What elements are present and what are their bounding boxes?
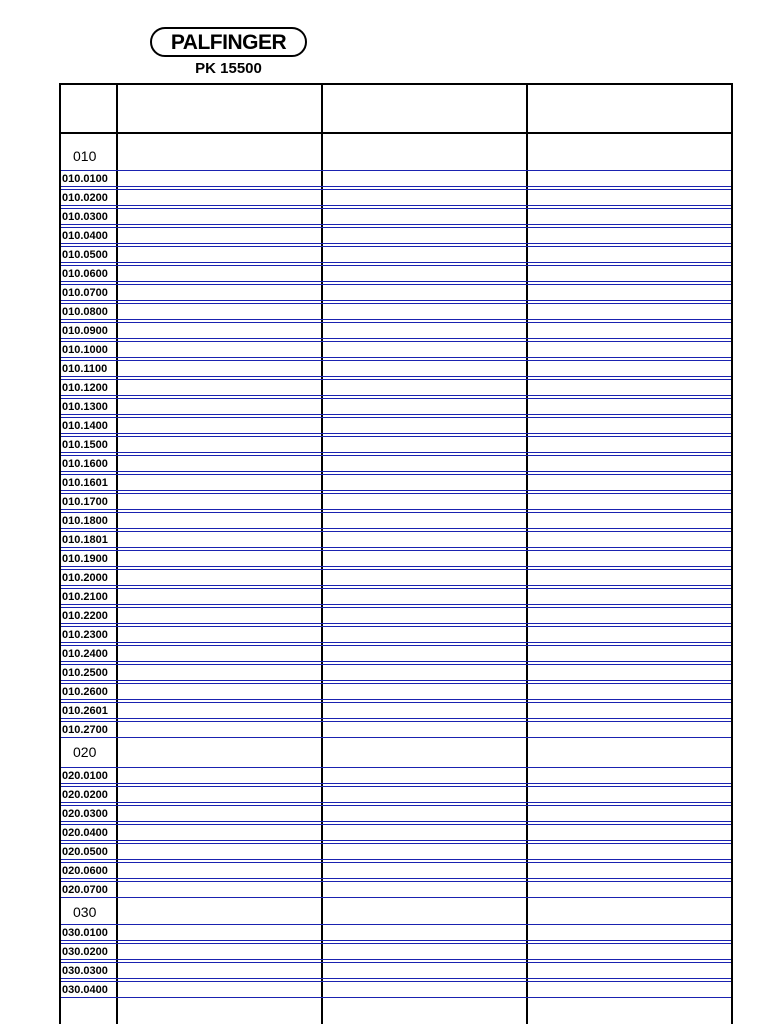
table-row bbox=[61, 360, 731, 377]
parts-table bbox=[59, 83, 733, 1024]
table-row bbox=[61, 664, 731, 681]
table-row bbox=[61, 683, 731, 700]
table-row bbox=[61, 474, 731, 491]
table-row bbox=[61, 645, 731, 662]
item-number: 010.2100 bbox=[62, 591, 108, 603]
item-number: 020.0500 bbox=[62, 846, 108, 858]
table-row bbox=[61, 455, 731, 472]
item-number: 030.0200 bbox=[62, 946, 108, 958]
table-row bbox=[61, 962, 731, 979]
table-row bbox=[61, 208, 731, 225]
section-code: 020 bbox=[73, 744, 97, 760]
table-row bbox=[61, 786, 731, 803]
table-row bbox=[61, 943, 731, 960]
table-row bbox=[61, 246, 731, 263]
table-row bbox=[61, 512, 731, 529]
table-row bbox=[61, 824, 731, 841]
section-code: 010 bbox=[73, 148, 97, 164]
table-row bbox=[61, 588, 731, 605]
item-number: 010.2200 bbox=[62, 610, 108, 622]
table-row bbox=[61, 436, 731, 453]
table-row bbox=[61, 862, 731, 879]
item-number: 010.1300 bbox=[62, 401, 108, 413]
item-number: 020.0600 bbox=[62, 865, 108, 877]
row-gap bbox=[61, 998, 731, 1000]
item-number: 010.1900 bbox=[62, 553, 108, 565]
item-number: 010.1801 bbox=[62, 534, 108, 546]
item-number: 010.0700 bbox=[62, 287, 108, 299]
item-number: 010.1800 bbox=[62, 515, 108, 527]
table-row bbox=[61, 569, 731, 586]
table-row bbox=[61, 417, 731, 434]
table-row bbox=[61, 379, 731, 396]
item-number: 010.0500 bbox=[62, 249, 108, 261]
item-number: 010.1100 bbox=[62, 363, 108, 375]
section-code: 030 bbox=[73, 904, 97, 920]
model-title: PK 15500 bbox=[195, 60, 262, 77]
table-row bbox=[61, 284, 731, 301]
table-row bbox=[61, 398, 731, 415]
item-number: 010.0300 bbox=[62, 211, 108, 223]
table-row bbox=[61, 322, 731, 339]
table-body bbox=[61, 134, 731, 1000]
item-number: 010.1700 bbox=[62, 496, 108, 508]
item-number: 020.0400 bbox=[62, 827, 108, 839]
item-number: 010.0600 bbox=[62, 268, 108, 280]
table-row bbox=[61, 767, 731, 784]
item-number: 010.2300 bbox=[62, 629, 108, 641]
item-number: 010.1000 bbox=[62, 344, 108, 356]
table-row bbox=[61, 626, 731, 643]
item-number: 010.0200 bbox=[62, 192, 108, 204]
table-row bbox=[61, 881, 731, 898]
table-row bbox=[61, 170, 731, 187]
table-row bbox=[61, 265, 731, 282]
item-number: 030.0300 bbox=[62, 965, 108, 977]
item-number: 010.2601 bbox=[62, 705, 108, 717]
item-number: 020.0100 bbox=[62, 770, 108, 782]
item-number: 010.2000 bbox=[62, 572, 108, 584]
table-row bbox=[61, 493, 731, 510]
table-row bbox=[61, 227, 731, 244]
section-header-row bbox=[61, 134, 731, 170]
item-number: 030.0100 bbox=[62, 927, 108, 939]
item-number: 010.0900 bbox=[62, 325, 108, 337]
item-number: 010.2400 bbox=[62, 648, 108, 660]
brand-name: PALFINGER bbox=[170, 30, 287, 54]
item-number: 030.0400 bbox=[62, 984, 108, 996]
item-number: 010.0100 bbox=[62, 173, 108, 185]
item-number: 010.2600 bbox=[62, 686, 108, 698]
item-number: 020.0200 bbox=[62, 789, 108, 801]
table-row bbox=[61, 607, 731, 624]
table-row bbox=[61, 843, 731, 860]
table-row bbox=[61, 981, 731, 998]
palfinger-logo bbox=[150, 27, 307, 57]
table-row bbox=[61, 550, 731, 567]
table-row bbox=[61, 303, 731, 320]
item-number: 020.0300 bbox=[62, 808, 108, 820]
section-header-row bbox=[61, 740, 731, 767]
item-number: 010.0400 bbox=[62, 230, 108, 242]
table-row bbox=[61, 531, 731, 548]
table-row bbox=[61, 924, 731, 941]
item-number: 010.1500 bbox=[62, 439, 108, 451]
table-row bbox=[61, 721, 731, 738]
item-number: 010.1600 bbox=[62, 458, 108, 470]
item-number: 010.0800 bbox=[62, 306, 108, 318]
item-number: 010.1601 bbox=[62, 477, 108, 489]
item-number: 010.1200 bbox=[62, 382, 108, 394]
item-number: 010.2700 bbox=[62, 724, 108, 736]
table-row bbox=[61, 805, 731, 822]
table-row bbox=[61, 341, 731, 358]
item-number: 010.1400 bbox=[62, 420, 108, 432]
item-number: 020.0700 bbox=[62, 884, 108, 896]
section-header-row bbox=[61, 900, 731, 924]
table-row bbox=[61, 189, 731, 206]
table-row bbox=[61, 702, 731, 719]
item-number: 010.2500 bbox=[62, 667, 108, 679]
